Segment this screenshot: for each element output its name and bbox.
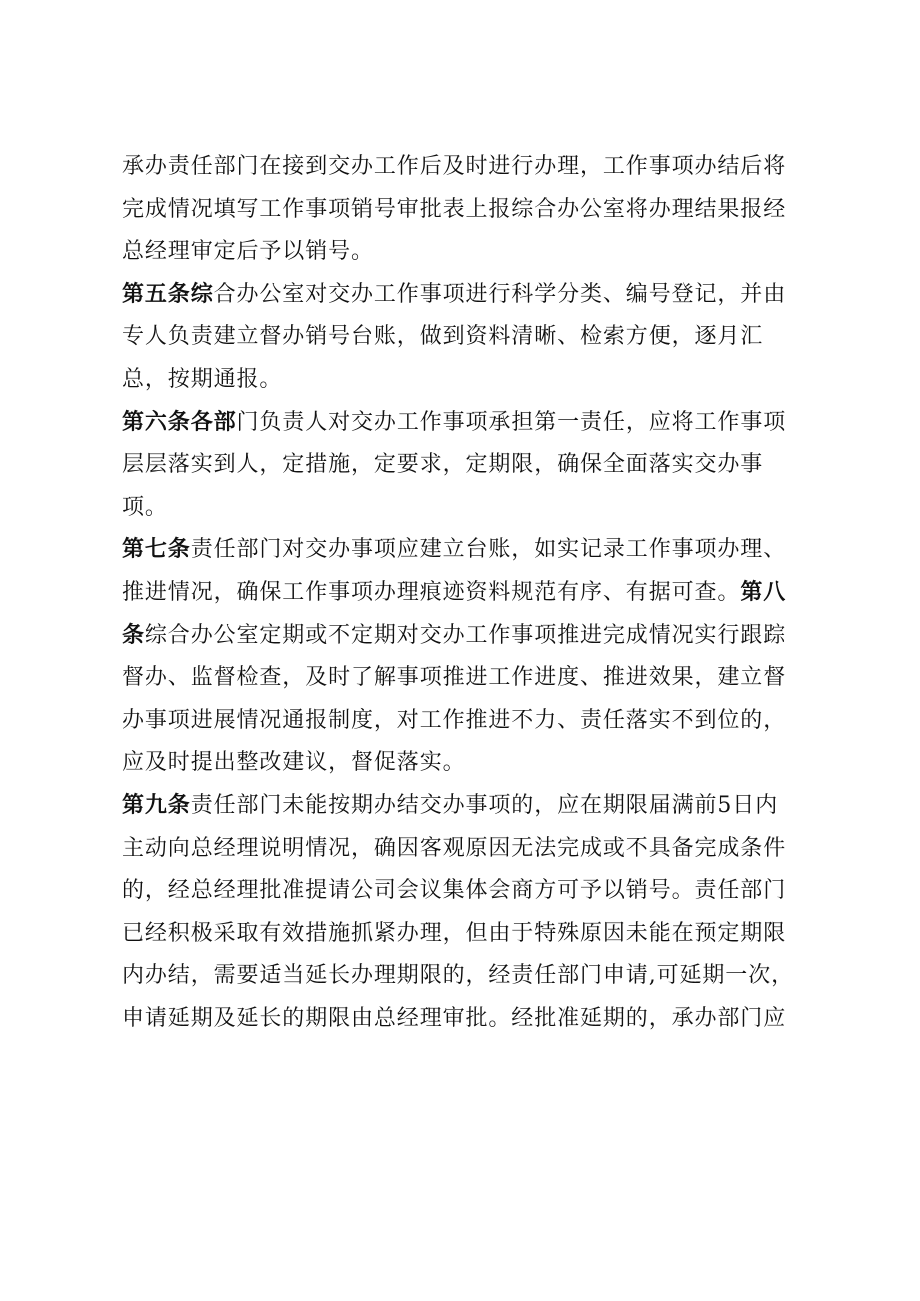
text-run: 综合办公室定期或不定期对交办工作事项推进完成情况实行跟踪: [144, 622, 787, 648]
article-heading: 第七条: [122, 537, 191, 563]
text-line: [122, 657, 798, 700]
text-line: [122, 615, 798, 658]
text-line: [122, 870, 798, 913]
text-line: [122, 998, 798, 1041]
article-heading: 条: [122, 622, 145, 648]
text-run: 项。: [122, 494, 168, 520]
text-run: 合办公室对交办工作事项进行科学分类、编号登记，并由: [213, 281, 787, 307]
text-run: 已经积极采取有效措施抓紧办理，但由于特殊原因未能在预定期限: [122, 920, 787, 946]
text-line: [122, 444, 798, 487]
text-run: 推进情况，确保工作事项办理痕迹资料规范有序、有据可查。: [122, 579, 741, 605]
text-line: [122, 487, 798, 530]
paragraph-article-9: [122, 785, 798, 1041]
text-line: [122, 231, 798, 274]
text-run: 责任部门对交办事项应建立台账，如实记录工作事项办理、: [190, 537, 787, 563]
article-heading: 第九条: [122, 792, 191, 818]
text-line: [122, 828, 798, 871]
text-line: [122, 700, 798, 743]
article-heading: 第八: [740, 579, 787, 605]
text-line: [122, 189, 798, 232]
text-line: [122, 913, 798, 956]
text-run: 办事项进展情况通报制度，对工作推进不力、责任落实不到位的，: [122, 707, 787, 733]
text-run: 应及时提出整改建议，督促落实。: [122, 750, 466, 776]
text-line: [122, 359, 798, 402]
text-run: 专人负责建立督办销号台账，做到资料清晰、检索方便，逐月汇: [122, 324, 764, 350]
article-heading: 第五条综: [122, 281, 214, 307]
document-body: [122, 146, 798, 1040]
text-line: [122, 316, 798, 359]
text-run: 层层落实到人，定措施，定要求，定期限，确保全面落实交办事: [122, 452, 764, 478]
text-line: [122, 742, 798, 785]
text-line: [122, 402, 798, 445]
paragraph-article-6: [122, 402, 798, 530]
text-run: 内办结，需要适当延长办理期限的，经责任部门申请,可延期一次，: [122, 963, 794, 989]
text-line: [122, 572, 798, 615]
paragraph-article-7-8: [122, 529, 798, 785]
text-run: 总经理审定后予以销号。: [122, 239, 374, 265]
text-run: 承办责任部门在接到交办工作后及时进行办理，工作事项办结后将: [122, 154, 787, 179]
text-line: [122, 955, 798, 998]
text-run: 督办、监督检查，及时了解事项推进工作进度、推进效果，建立督: [122, 665, 787, 691]
paragraph-article-5: [122, 274, 798, 402]
text-run: 申请延期及延长的期限由总经理审批。经批准延期的，承办部门应: [122, 1005, 787, 1031]
text-run: 门负责人对交办工作事项承担第一责任，应将工作事项: [236, 409, 787, 435]
text-line: [122, 274, 798, 317]
text-run: 主动向总经理说明情况，确因客观原因无法完成或不具备完成条件: [122, 835, 787, 861]
text-run: 总，按期通报。: [122, 366, 283, 392]
text-run: 完成情况填写工作事项销号审批表上报综合办公室将办理结果报经: [122, 196, 787, 222]
text-line: [122, 785, 798, 828]
text-run: 责任部门未能按期办结交办事项的，应在期限届满前5日内: [190, 792, 779, 818]
text-line: [122, 146, 798, 189]
paragraph-p-intro: [122, 146, 798, 274]
text-line: [122, 529, 798, 572]
article-heading: 第六条各部: [122, 409, 237, 435]
text-run: 的，经总经理批准提请公司会议集体会商方可予以销号。责任部门: [122, 878, 787, 904]
